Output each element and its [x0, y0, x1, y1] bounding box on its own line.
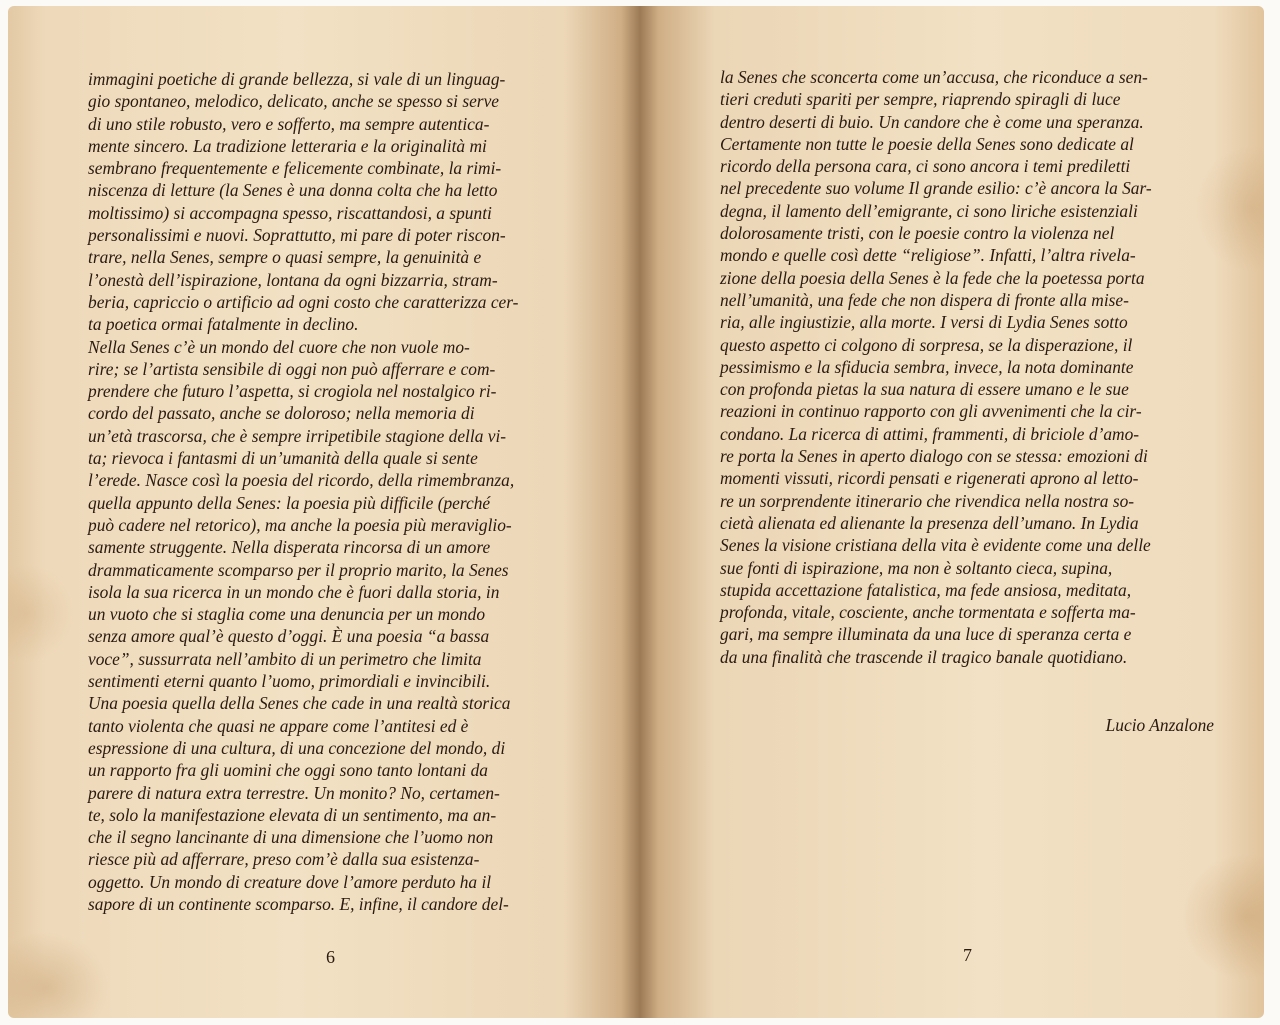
author-signature: Lucio Anzalone	[1105, 715, 1214, 735]
left-page	[8, 6, 640, 1018]
left-page-number: 6	[326, 947, 335, 967]
right-page	[640, 6, 1264, 1018]
left-page-text: immagini poetiche di grande bellezza, si vale di un linguag- gio spontaneo, melodico, delicato, anche se spesso si serve di uno stile robusto, vero e sofferto, ma sempre autentica- mente sincero. La tradizione letteraria e la originalità mi sembrano frequentemente e felicemente combinate, la rimi- niscenza di letture (la Senes è una donna colta che ha letto moltissimo) si accompagna spesso, riscattandosi, a spunti personalissimi e nuovi. Soprattutto, mi pare di poter riscon- trare, nella Senes, sempre o quasi sempre, la genuinità e l’onestà dell’ispirazione, lontana da ogni bizzarria, stram- beria, capriccio o artificio ad ogni costo che caratterizza cer- ta poetica ormai fatalmente in declino. Nella Senes c’è un mondo del cuore che non vuole mo- rire; se l’artista sensibile di oggi non può afferrare e com- prendere che futuro l’aspetta, si crogiola nel nostalgico ri- cordo del passato, anche se doloroso; nella memoria di un’età trascorsa, che è sempre irripetibile stagione della vi- ta; rievoca i fantasmi di un’umanità della quale si sente l’erede. Nasce così la poesia del ricordo, della rimembranza, quella appunto della Senes: la poesia più difficile (perché può cadere nel retorico), ma anche la poesia più meraviglio- samente struggente. Nella disperata rincorsa di un amore drammaticamente scomparso per il proprio marito, la Senes isola la sua ricerca in un mondo che è fuori dalla storia, in un vuoto che si staglia come una denuncia per un mondo senza amore qual’è questo d’oggi. È una poesia “a bassa voce”, sussurrata nell’ambito di un perimetro che limita sentimenti eterni quanto l’uomo, primordiali e invincibili. Una poesia quella della Senes che cade in una realtà storica tanto violenta che quasi ne appare come l’antitesi ed è espressione di una cultura, di una concezione del mondo, di un rapporto fra gli uomini che oggi sono tanto lontani da parere di natura extra terrestre. Un monito? No, certamen- te, solo la manifestazione elevata di un sentimento, ma an- che il segno lancinante di una dimensione che l’uomo non riesce più ad afferrare, preso com’è dalla sua esistenza- oggetto. Un mondo di creature dove l’amore perduto ha il sapore di un continente scomparso. E, infine, il candore del-	[88, 69, 519, 914]
right-page-number: 7	[963, 945, 972, 965]
right-page-text: la Senes che sconcerta come un’accusa, che riconduce a sen- tieri creduti spariti per sempre, riaprendo spiragli di luce dentro deserti di buio. Un candore che è come una speranza. Certamente non tutte le poesie della Senes sono dedicate al ricordo della persona cara, ci sono ancora i temi prediletti nel precedente suo volume Il grande esilio: c’è ancora la Sar- degna, il lamento dell’emigrante, ci sono liriche esistenziali dolorosamente tristi, con le poesie contro la violenza nel mondo e quelle così dette “religiose”. Infatti, l’altra rivela- zione della poesia della Senes è la fede che la poetessa porta nell’umanità, una fede che non dispera di fronte alla mise- ria, alle ingiustizie, alla morte. I versi di Lydia Senes sotto questo aspetto ci colgono di sorpresa, se la disperazione, il pessimismo e la sfiducia sembra, invece, la nota dominante con profonda pietas la sua natura di essere umano e le sue reazioni in continuo rapporto con gli avvenimenti che la cir- condano. La ricerca di attimi, frammenti, di briciole d’amo- re porta la Senes in aperto dialogo con se stessa: emozioni di momenti vissuti, ricordi pensati e rigenerati aprono al letto- re un sorprendente itinerario che rivendica nella nostra so- cietà alienata ed alienante la presenza dell’umano. In Lydia Senes la visione cristiana della vita è evidente come una delle sue fonti di ispirazione, ma non è soltanto cieca, supina, stupida accettazione fatalistica, ma fede ansiosa, meditata, profonda, vitale, cosciente, anche tormentata e sofferta ma- gari, ma sempre illuminata da una luce di speranza certa e da una finalità che trascende il tragico banale quotidiano.	[720, 67, 1152, 667]
